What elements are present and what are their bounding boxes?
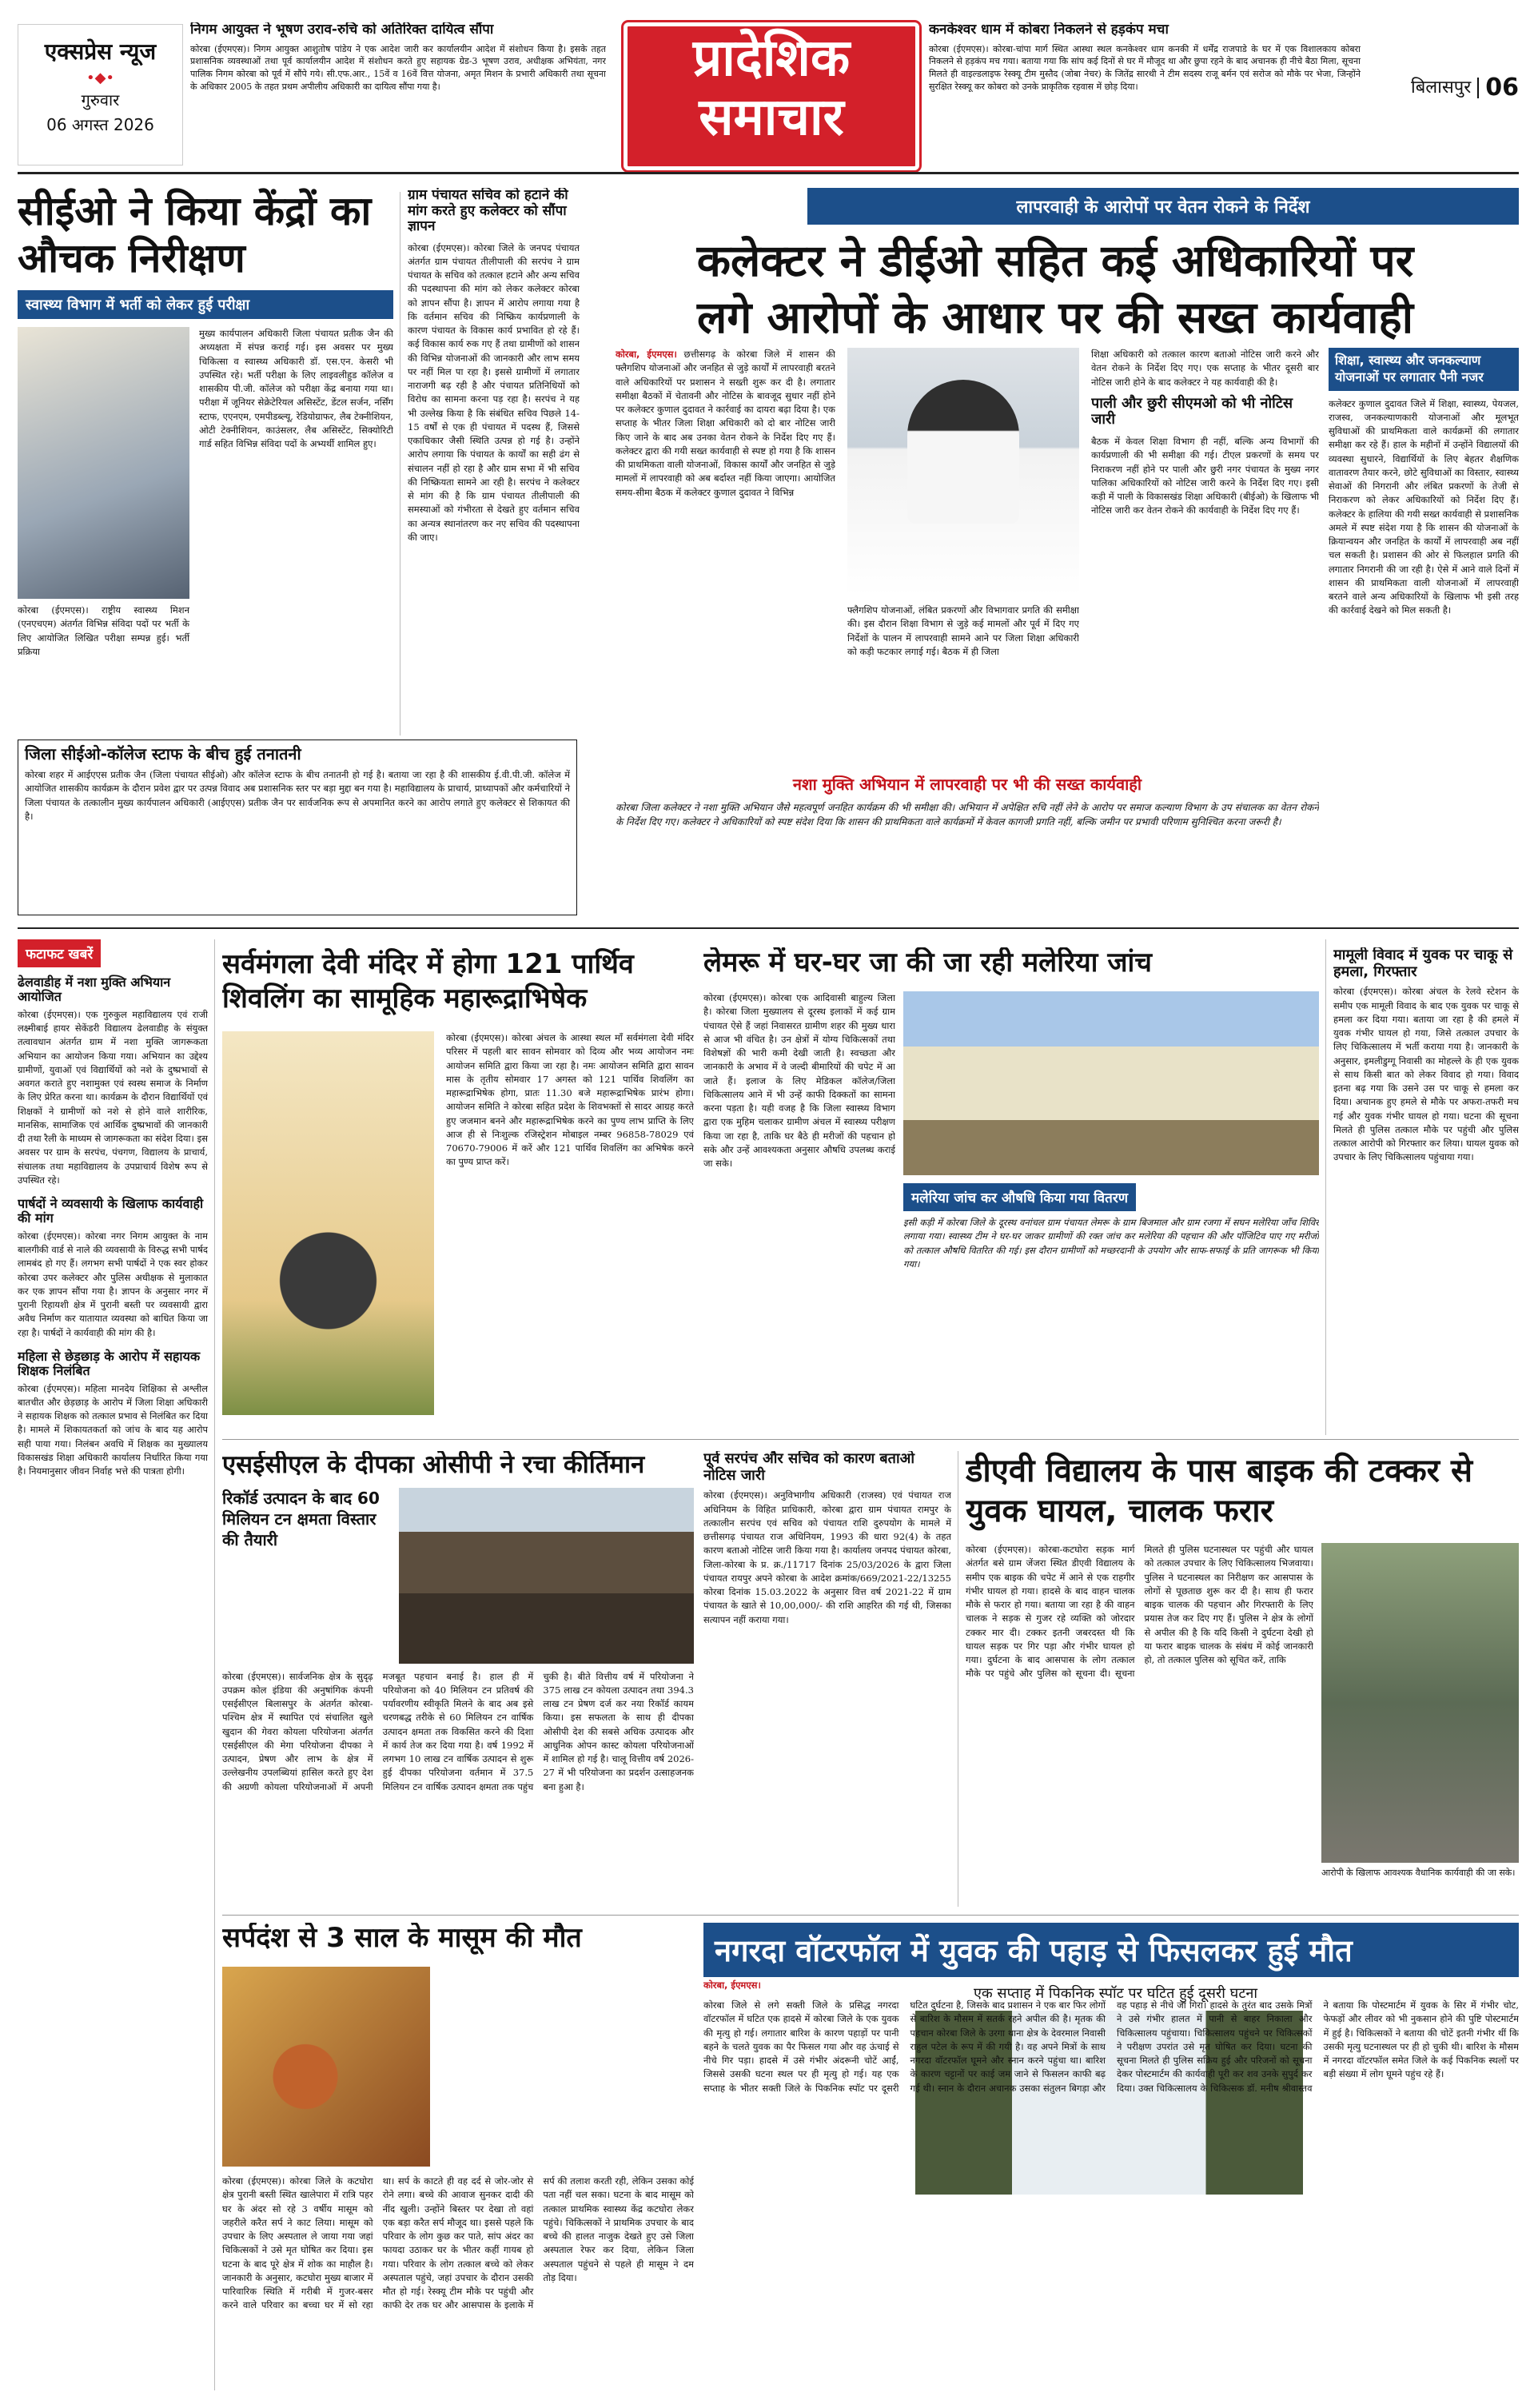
snake-story <box>222 1923 694 2390</box>
chaku-text: कोरबा (ईएमएस)। कोरबा अंचल के रेलवे स्टेशन के समीप एक मामूली विवाद के बाद एक युवक पर चाकू से हमला कर दिया गया। बताया जा रहा है की हमले में युवक गंभीर घायल हो गया, जिसे तत्काल उपचार के लिए चिकित्सालय में भर्ती कराया गया है। जानकारी के अनुसार, इमलीडुग्गू निवासी का मोहल्ले के ही एक युवक से साथ किसी बात को लेकर विवाद हो गया। विवाद इतना बढ़ गया कि उसने उस पर चाकू से हमला कर दिया। अचानक हुए हमले से मौके पर अफरा-तफरी मच गई और युवक गंभीर घायल हो गया। घटना की सूचना मिलते ही पुलिस तत्काल मौके पर पहुंची और पुलिस तत्काल आरोपी को गिरफ्तार कर लिया। घायल युवक को उपचार के लिए चिकित्सालय पहुंचाया गया। <box>1333 986 1519 1163</box>
lemru-text: कोरबा (ईएमएस)। कोरबा एक आदिवासी बाहुल्य जिला है। कोरबा जिला मुख्यालय से दूरस्थ इलाकों में कई ग्राम पंचायत ऐसे हैं जहां निवासरत ग्रामीण शहर की मुख्य धारा से आज भी वंचित है। उन क्षेत्रों में योग्य चिकित्सकों तथा विशेषज्ञों की भारी कमी देखी जाती है। स्वच्छता और जानकारी के अभाव में वे जल्दी बीमारियों की चपेट में आ जाते हैं। इलाज के लिए मेडिकल कॉलेज/जिला चिकित्सालय आने में भी उन्हें काफी दिक्कतों का सामना करना पड़ता है। यही वजह है कि जिला स्वास्थ्य विभाग द्वारा एक मुहिम चलाकर ग्रामीण अंचल में स्वास्थ्य परीक्षण किया जा रहा है, ताकि घर बैठे ही मरीजों की पहचान हो सके और उन्हें आवश्यकता अनुसार औषधि उपलब्ध कराई जा सके। <box>703 992 895 1169</box>
shivling-photo <box>222 1031 434 1415</box>
lemru-photo <box>903 991 1319 1175</box>
masthead-brand-box <box>18 24 183 165</box>
main-bottom-text: कोरबा जिला कलेक्टर ने नशा मुक्ति अभियान जैसे महत्वपूर्ण जनहित कार्यक्रम की भी समीक्षा की। अभियान में अपेक्षित रुचि नहीं लेने के आरोप पर समाज कल्याण विभाग के उप संचालक का वेतन रोकने के निर्देश दिए गए। कलेक्टर ने अधिकारियों को स्पष्ट संदेश दिया कि शासन की प्राथमिकता वाले कार्यक्रमों में केवल कागजी प्रगति नहीं, बल्कि जमीन पर प्रभावी परिणाम सुनिश्चित करना जरूरी है। <box>616 802 1319 827</box>
nagarda-dateline: कोरबा, ईएमएस। <box>703 1979 761 1991</box>
main-headline-2: लगे आरोपों के आधार पर की सख्त कार्यवाही <box>697 292 1413 344</box>
dav-body <box>966 1543 1313 1903</box>
secl-kicker: रिकॉर्ड उत्पादन के बाद 60 मिलियन टन क्षमता विस्तार की तैयारी <box>222 1488 380 1549</box>
lemru-banner: मलेरिया जांच कर औषधि किया गया वितरण <box>903 1183 1136 1211</box>
ceo-kicker: स्वास्थ्य विभाग में भर्ती को लेकर हुई परीक्षा <box>18 290 393 319</box>
notice-headline: पूर्व सरपंच और सचिव को कारण बताओ नोटिस जारी <box>703 1451 915 1484</box>
chaku-headline: मामूली विवाद में युवक पर चाकू से हमला, गिरफ्तार <box>1333 947 1513 980</box>
side-box <box>1329 348 1519 919</box>
lemru-banner-text: इसी कड़ी में कोरबा जिले के दूरस्थ वनांचल ग्राम पंचायत लेमरू के ग्राम बिजमाल और ग्राम रजगा में सघन मलेरिया जाँच शिविर लगाया गया। स्वास्थ्य टीम ने घर-घर जाकर ग्रामीणों की रक्त जांच कर मलेरिया की पहचान की और पॉजिटिव पाए गए मरीजों को तत्काल औषधि वितरित की गई। इस दौरान ग्रामीणों को मच्छरदानी के उपयोग और साफ-सफाई के प्रति जागरूक भी किया गया। <box>903 1217 1319 1270</box>
top-right-text: कोरबा (ईएमएस)। कोरबा-चांपा मार्ग स्थित आस्था स्थल कनकेश्वर धाम कनकी में धर्मेंद्र राजपाडे के घर में एक विशालकाय कोबरा निकलने से हड़कंप मच गया। बताया गया कि सांप कई दिनों से घर में मौजूद था और छुपा रहने के बाद अचानक ही नीचे बैठा मिला, सूचना मिलते ही वाइल्डलाइफ रेस्क्यू टीम मुस्तैद (जोबा नेचर) के जितेंद्र सारथी ने टीम सदस्य राजू बर्मन एवं सरोज को मौके पर भेजा, जिन्होंने सुरक्षित रेस्क्यू कर कोबरा को उनके प्राकृतिक रहवास में छोड़ दिया। <box>929 43 1361 93</box>
top-left-text: कोरबा (ईएमएस)। निगम आयुक्त आशुतोष पांडेय ने एक आदेश जारी कर कार्यालयीन आदेश में संशोधन किया है। इसके तहत प्रशासनिक व्यवस्थाओं तथा पूर्व कार्यालयीन आदेश में संशोधन करते हुए सहायक ग्रेड-3 भूषण उराव, अधीक्षक अभियंता, नगर पालिक निगम कोरबा को पूर्व में सौंपे गये। सी.एफ.आर., 15वें व 16वें वित्त योजना, अमृत मिशन के प्रभारी अधिकारी तथा सूचना के अधिकार 2005 के तहत प्रथम अपीलीय अधिकारी का दायित्व सौंपा गया है। <box>190 43 606 93</box>
nagarda-headline: नगरदा वॉटरफॉल में युवक की पहाड़ से फिसलकर हुई मौत <box>703 1923 1519 1977</box>
sachiv-headline: ग्राम पंचायत सचिव को हटाने की मांग करते हुए कलेक्टर को सौंपा ज्ञापन <box>408 188 568 235</box>
city-page-box <box>1371 72 1519 104</box>
main-col-2 <box>847 604 1079 763</box>
main-col-3 <box>1091 348 1319 763</box>
section-name-line1: प्रादेशिक <box>692 29 851 88</box>
side-text: कलेक्टर कुणाल दुदावत जिले में शिक्षा, स्वास्थ्य, पेयजल, राजस्व, जनकल्याणकारी योजनाओं और मूलभूत सुविधाओं की प्राथमिकता वाले कार्यक्रमों की लगातार समीक्षा कर रहे हैं। हाल के महीनों में उन्होंने विद्यालयों की व्यवस्था सुधारने, विद्यार्थियों के लिए बेहतर शैक्षणिक वातावरण तैयार करने, छोटे सुविधाओं का विस्तार, स्वास्थ्य सेवाओं की निगरानी और लंबित प्रकरणों के तेजी से निराकरण को लेकर अधिकारियों को निर्देश दिए हैं। कलेक्टर के हालिया की गयी सख्त कार्यवाही से प्रशासनिक अमले में स्पष्ट संदेश गया है कि शासन की योजनाओं के क्रियान्वयन और जनहित के कार्यों में लापरवाही अब नहीं चल सकती है। प्रशासन की ओर से फिलहाल प्रगति की लगातार निगरानी की जा रही है। ऐसे में आने वाले दिनों में शासन की प्राथमिकता वाली योजनाओं में लापरवाही बरतने वाले अन्य अधिकारियों के खिलाफ भी इसी तरह की कार्रवाई देखने को मिल सकती है। <box>1329 397 1519 616</box>
ceo-caption: कोरबा (ईएमएस)। राष्ट्रीय स्वास्थ्य मिशन (एनएचएम) अंतर्गत विभिन्न संविदा पदों पर भर्ती के लिए आयोजित लिखित परीक्षा सम्पन्न हुई। भर्ती प्रक्रिया <box>18 604 189 657</box>
fatafat-title-1: ढेलवाडीह में नशा मुक्ति अभियान आयोजित <box>18 975 171 1005</box>
top-right-brief <box>929 22 1361 158</box>
main-bottom-kicker: नशा मुक्ति अभियान में लापरवाही पर भी की सख्त कार्यवाही <box>792 775 1142 794</box>
chaku-story <box>1333 947 1519 1427</box>
fatafat-title-3: महिला से छेड़छाड़ के आरोप में सहायक शिक्षक निलंबित <box>18 1348 201 1379</box>
masthead-date: 06 अगस्त 2026 <box>46 115 154 135</box>
secl-photo <box>399 1488 694 1664</box>
main-col3-text: शिक्षा अधिकारी को तत्काल कारण बताओ नोटिस जारी करने और वेतन रोकने के निर्देश दिए गए। एक सप्ताह के भीतर दूसरी बार नोटिस जारी होने के बाद कलेक्टर ने यह कार्यवाही की है। <box>1091 349 1319 388</box>
nagarda-kicker: एक सप्ताह में पिकनिक स्पॉट पर घटित हुई दूसरी घटना <box>973 1985 1258 2002</box>
top-right-title: कनकेश्वर धाम में कोबरा निकलने से हड़कंप मचा <box>929 22 1169 38</box>
dav-story <box>966 1451 1519 1907</box>
notice-story <box>703 1451 951 1907</box>
dav-text: कोरबा (ईएमएस)। कोरबा-कटघोरा सड़क मार्ग अंतर्गत बसे ग्राम जेंजरा स्थित डीएवी विद्यालय के समीप एक बाइक की चपेट में आने से एक राहगीर गंभीर घायल हो गया। हादसे के बाद वाहन चालक मौके से फरार हो गया। बताया जा रहा है की वाहन चालक ने सड़क से गुजर रहे व्यक्ति को जोरदार टक्कर मार दी। टक्कर इतनी जबरदस्त थी कि घायल सड़क पर गिर पड़ा और गंभीर घायल हो गया। दुर्घटना के बाद आसपास के लोग तत्काल मौके पर पहुंचे और पुलिस को सूचना दी। सूचना मिलते ही पुलिस घटनास्थल पर पहुंची और घायल को तत्काल उपचार के लिए चिकित्सालय भिजवाया। पुलिस ने घटनास्थल का निरीक्षण कर आसपास के लोगों से पूछताछ शुरू कर दी है। साथ ही फरार बाइक चालक की पहचान और गिरफ्तारी के लिए प्रयास तेज कर दिए गए हैं। पुलिस ने क्षेत्र के लोगों से अपील की है कि यदि किसी ने दुर्घटना देखी हो या फरार बाइक चालक के संबंध में कोई जानकारी हो, तो तत्काल पुलिस को सूचित करें, ताकि <box>966 1544 1313 1680</box>
snake-text: कोरबा (ईएमएस)। कोरबा जिले के कटघोरा क्षेत्र पुरानी बस्ती स्थित खालेपारा में रात्रि पहर घर के अंदर सो रहे 3 वर्षीय मासूम को जहरीले करैत सर्प ने काट लिया। मासूम को उपचार के लिए अस्पताल ले जाया गया जहां चिकित्सकों ने उसे मृत घोषित कर दिया। इस घटना के बाद पूरे क्षेत्र में शोक का माहौल है। जानकारी के अनुसार, कटघोरा मुख्य बाजार में पारिवारिक स्थिति में गरीबी में गुजर-बसर करने वाले परिवार का बच्चा घर में सो रहा था। सर्प के काटते ही वह दर्द से जोर-जोर से रोने लगा। बच्चे की आवाज सुनकर दादी की नींद खुली। उन्होंने बिस्तर पर देखा तो वहां एक बड़ा करैत सर्प मौजूद था। इससे पहले कि परिवार के लोग कुछ कर पाते, सांप अंदर का फायदा उठाकर घर के भीतर कहीं गायब हो गया। परिवार के लोग तत्काल बच्चे को लेकर अस्पताल पहुंचे, जहां उपचार के दौरान उसकी मौत हो गई। रेस्क्यू टीम मौके पर पहुंची और काफी देर तक घर और आसपास के इलाके में सर्प की तलाश करती रही, लेकिन उसका कोई पता नहीं चल सका। घटना के बाद मासूम को तत्काल प्राथमिक स्वास्थ्य केंद्र कटघोरा लेकर पहुंचे। चिकित्सकों ने प्राथमिक उपचार के बाद बच्चे की हालत नाजुक देखते हुए उसे जिला अस्पताल रेफर कर दिया, लेकिन जिला अस्पताल पहुंचने से पहले ही मासूम ने दम तोड़ दिया। <box>222 2175 694 2311</box>
fatafat-item-1 <box>18 975 208 1187</box>
masthead-rule <box>18 172 1519 174</box>
lemru-headline: लेमरू में घर-घर जा की जा रही मलेरिया जांच <box>703 947 1152 979</box>
brand-name: एक्सप्रेस न्यूज <box>44 38 157 65</box>
sarvamangla-headline: सर्वमंगला देवी मंदिर में होगा 121 पार्थिव शिवलिंग का सामूहिक महारूद्राभिषेक <box>222 948 634 1015</box>
page-number: 06 <box>1485 73 1519 102</box>
sarvamangla-story <box>222 947 694 1427</box>
fatafat-text-2: कोरबा (ईएमएस)। कोरबा नगर निगम आयुक्त के नाम बालगीकी वार्ड से नाले की व्यवसायी के विरुद्ध सभी पार्षद लामबंद हो गए हैं। लगभग सभी पार्षदों ने एक स्वर होकर कोरबा उपर कलेक्टर और पुलिस अधीक्षक से मुलाकात कर एक ज्ञापन सौंपा गया है। ज्ञापन के अनुसार नगर में पुरानी रिहायशी क्षेत्र में पुरानी बस्ती पर व्यवसायी द्वारा अवैध निर्माण कर यातायात व्यवस्था को बाधित किया जा रहा है। पार्षदों ने कार्यवाही की मांग की है। <box>18 1230 208 1338</box>
ceo-story <box>18 188 393 732</box>
mid-rule <box>18 927 1519 929</box>
snake-photo <box>222 1967 430 2167</box>
sarvamangla-text: कोरबा (ईएमएस)। कोरबा अंचल के आस्था स्थल माँ सर्वमंगला देवी मंदिर परिसर में पहली बार सावन सोमवार को दिव्य और भव्य आयोजन नमः आयोजन समिति द्वारा किया जा रहा है। नमः आयोजन समिति द्वारा सावन मास के तृतीय सोमवार 17 अगस्त को 121 पार्थिव शिवलिंग का महारूद्राभिषेक होगा, प्रातः 11.30 बजे महारूद्राभिषेक प्रारंभ होगा। आयोजन समिति ने कोरबा सहित प्रदेश के शिवभक्तों से सादर आग्रह करते हुए जजमान बनने और महारूद्राभिषेक करने का पुण्य लाभ प्राप्ति के लिए आज ही से निःशुल्क रजिस्ट्रेशन मोबाइल नम्बर 96858-78029 एवं 70670-79006 में करें और 121 पार्थिव शिवलिंग का अभिषेक करने का पुण्य प्राप्त करें। <box>446 1032 694 1168</box>
main-bottom-box <box>616 775 1319 895</box>
zila-story <box>18 740 577 915</box>
fatafat-column <box>18 939 208 2390</box>
dav-photo-box <box>1321 1543 1519 1903</box>
dav-headline: डीएवी विद्यालय के पास बाइक की टक्कर से युवक घायल, चालक फरार <box>966 1453 1472 1529</box>
ceo-body: मुख्य कार्यपालन अधिकारी जिला पंचायत प्रतीक जैन की अध्यक्षता में संपन्न कराई गई। इस अवसर पर मुख्य चिकित्सा व स्वास्थ्य अधिकारी डॉ. एस.एन. केसरी भी उपस्थित रहे। भर्ती परीक्षा के लिए लाइवलीहुड कॉलेज व शासकीय पी.जी. कॉलेज को परीक्षा केंद्र बनाया गया था। परीक्षा में जूनियर सेक्रेटेरियल असिस्टेंट, डेंटल सर्जन, नर्सिंग स्टाफ, एएनएम, एमपीडब्ल्यू, रेडियोग्राफर, लैब टेक्नीशियन, ओटी टेक्नीशियन, काउंसलर, लैब असिस्टेंट, सिक्योरिटी गार्ड सहित विभिन्न संविदा पदों के अभ्यर्थी शामिल हुए। <box>199 328 393 449</box>
main-dateline: कोरबा, ईएमएस। <box>616 349 677 360</box>
main-col2-text: फ्लैगशिप योजनाओं, लंबित प्रकरणों और विभागवार प्रगति की समीक्षा की। इस दौरान शिक्षा विभाग से जुड़े कई मामलों और पूर्व में दिए गए निर्देशों के पालन में लापरवाही सामने आने पर जिला शिक्षा अधिकारी को कड़ी फटकार लगाई गई। बैठक में ही जिला <box>847 604 1079 657</box>
ceo-headline: सीईओ ने किया केंद्रों का औचक निरीक्षण <box>18 188 372 281</box>
main-story <box>592 188 1519 919</box>
main-headline-1: कलेक्टर ने डीईओ सहित कई अधिकारियों पर <box>696 235 1414 286</box>
nagarda-story <box>703 1923 1519 2390</box>
section-logo <box>624 22 919 170</box>
notice-text: कोरबा (ईएमएस)। अनुविभागीय अधिकारी (राजस्व) एवं पंचायत राज अधिनियम के विहित प्राधिकारी, कोरबा द्वारा ग्राम पंचायत रामपुर के तत्कालीन सरपंच एवं सचिव को पंचायत राशि दुरुपयोग के मामले में छत्तीसगढ़ पंचायत राज अधिनियम, 1993 की धारा 92(4) के तहत कारण बताओ नोटिस जारी किया गया है। कार्यालय जनपद पंचायत कोरबा, जिला-कोरबा के प्र. क्र./11717 दिनांक 25/03/2026 के द्वारा जिला पंचायत रायपुर अपने कोरबा के आदेश क्रमांक/669/2021-22/13255 कोरबा दिनांक 15.03.2022 के अनुसार वित्त वर्ष 2021-22 में ग्राम पंचायत के खाते से 10,00,000/- की राशि आहरित की गई थी, जिसका सत्यापन नहीं कराया गया। <box>703 1489 951 1625</box>
lemru-story <box>703 947 1319 1427</box>
fatafat-label: फटाफट खबरें <box>18 939 101 967</box>
main-col3b-text: बैठक में केवल शिक्षा विभाग ही नहीं, बल्कि अन्य विभागों की कार्यप्रणाली की भी समीक्षा की गई। टीएल प्रकरणों के समय पर निराकरण नहीं होने पर पाली और छुरी नगर पंचायत के मुख्य नगर पालिका अधिकारियों को नोटिस जारी करने के निर्देश दिए गए। इसी कड़ी में पाली के विकासखंड शिक्षा अधिकारी (बीईओ) के खिलाफ भी नोटिस जारी कर वेतन रोकने की कार्यवाही के निर्देश दिए गए हैं। <box>1091 436 1319 516</box>
dav-caption: आरोपी के खिलाफ आवश्यक वैधानिक कार्यवाही की जा सके। <box>1321 1868 1516 1878</box>
main-kicker: लापरवाही के आरोपों पर वेतन रोकने के निर्देश <box>807 188 1519 225</box>
city-name: बिलासपुर <box>1411 78 1479 98</box>
zila-headline: जिला सीईओ-कॉलेज स्टाफ के बीच हुई तनातनी <box>25 744 301 763</box>
ceo-photo <box>18 327 189 599</box>
zila-body: कोरबा शहर में आईएएस प्रतीक जैन (जिला पंचायत सीईओ) और कॉलेज स्टाफ के बीच तनातनी हो गई है। बताया जा रहा है की शासकीय ई.वी.पी.जी. कॉलेज में आयोजित शासकीय कार्यक्रम के दौरान प्रवेश द्वार पर उत्पन्न विवाद अब प्रशासनिक स्तर पर बड़ा मुद्दा बन गया है। महाविद्यालय के प्राचार्य, प्राध्यापकों और कर्मचारियों ने जिला पंचायत के तत्कालीन मुख्य कार्यपालन अधिकारी (आईएएस) प्रतीक जैन पर सार्वजनिक रूप से अपमानित करने का आरोप लगाते हुए कलेक्टर से शिकायत की है। <box>25 769 570 822</box>
fatafat-item-3 <box>18 1350 208 1479</box>
lemru-banner-box <box>903 1183 1319 1423</box>
main-col-1 <box>616 348 835 763</box>
fatafat-text-1: कोरबा (ईएमएस)। एक गुरुकुल महाविद्यालय एवं राजी लक्ष्मीबाई हायर सेकेंडरी विद्यालय ढेलवाडीह के संयुक्त तत्वावधान अंतर्गत ग्राम में नशा मुक्ति जागरूकता अभियान का आयोजन किया गया। अभियान का उद्देश्य ग्रामीणों, युवाओं एवं विद्यार्थियों को नशे के दुष्प्रभावों से अवगत कराते हुए नशामुक्त एवं स्वस्थ समाज के निर्माण के लिए प्रेरित करना था। कार्यक्रम के दौरान विद्यार्थियों एवं शिक्षकों ने ग्रामीणों को नशे से होने वाले शारीरिक, मानसिक, सामाजिक एवं आर्थिक दुष्प्रभावों की जानकारी दी तथा रैली के माध्यम से जागरूकता का संदेश दिया। इस अवसर पर ग्राम के सरपंच, पंचगण, विद्यालय के प्राचार्य, संचालक तथा महाविद्यालय के उपप्राचार्य विशेष रूप से उपस्थित रहे। <box>18 1008 208 1186</box>
row-rule-2 <box>222 1439 1519 1440</box>
nagarda-text: कोरबा जिले से लगे सक्ती जिले के प्रसिद्ध नगरदा वॉटरफॉल में घटित एक हादसे में कोरबा जिले के एक युवक की मृत्यु हो गई। लगातार बारिश के कारण पहाड़ों पर पानी बहने के चलते युवक का पैर फिसल गया और वह ऊंचाई से नीचे गिर पड़ा। हादसे में उसे गंभीर अंदरूनी चोटें आईं, जिससे उसकी घटना स्थल पर ही मृत्यु हो गई। यह एक सप्ताह के भीतर सक्ती जिले के पिकनिक स्पॉट पर दूसरी घटित दुर्घटना है, जिसके बाद प्रशासन ने एक बार फिर लोगों से बारिश के मौसम में सतर्क रहने अपील की है। मृतक की पहचान कोरबा जिले के उरगा थाना क्षेत्र के देवरमाल निवासी राहुल पटेल के रूप में की गयी है। वह अपने मित्रों के साथ नगरदा वॉटरफॉल घूमने और स्नान करने पहुंचा था। बारिश के कारण चट्टानों पर काई जम जाने से फिसलन काफी बढ़ गई थी। स्नान के दौरान अचानक उसका संतुलन बिगड़ा और वह पहाड़ से नीचे जा गिरा। हादसे के तुरंत बाद उसके मित्रों ने उसे गंभीर हालत में पानी से बाहर निकाला और चिकित्सालय पहुंचाया। चिकित्सालय पहुंचने पर चिकित्सकों ने परीक्षण उपरांत उसे मृत घोषित कर दिया। घटना की सूचना मिलते ही पुलिस सक्रिय हुई और परिजनों को सूचना देकर पोस्टमार्टम की कार्यवाही पूरी कर शव उनके सुपुर्द कर दिया। उक्त चिकित्सालय के चिकित्सक डॉ. मनीष श्रीवास्तव ने बताया कि पोस्टमार्टम में युवक के सिर में गंभीर चोट, फेफड़ों और लीवर को भी नुकसान होने की पुष्टि पोस्टमार्टम में हुई है। चिकित्सकों ने बताया की चोटें इतनी गंभीर थीं कि उसकी मृत्यु घटनास्थल पर ही हो चुकी थी। बारिश के मौसम में नगरदा वॉटरफॉल समेत जिले के कई पिकनिक स्थलों पर बड़ी संख्या में लोग घूमने पहुंच रहे हैं। <box>703 1999 1519 2094</box>
top-left-title: निगम आयुक्त ने भूषण उराव-रुचि को अतिरिक्त दायित्व सौंपा <box>190 22 494 38</box>
masthead-day: गुरुवार <box>81 90 120 110</box>
sachiv-body: कोरबा (ईएमएस)। कोरबा जिले के जनपद पंचायत अंतर्गत ग्राम पंचायत तीलीपाली की सरपंच ने ग्राम पंचायत के सचिव को तत्काल हटाने और अन्य सचिव की पदस्थापना की मांग को लेकर कलेक्टर कोरबा को ज्ञापन सौंपा है। ज्ञापन में आरोप लगाया गया है कि वर्तमान सचिव की निष्क्रिय कार्यप्रणाली के कारण पंचायत के विकास कार्य प्रभावित हो रहे हैं। कई विकास कार्य रुक गए हैं तथा ग्रामीणों को शासन की विभिन्न योजनाओं की जानकारी और लाभ समय पर नहीं मिल पा रहा है। इससे ग्रामीणों में लगातार नाराजगी बढ़ रही है और पंचायत प्रतिनिधियों को विरोध का सामना करना पड़ रहा है। सरपंच ने यह भी उल्लेख किया है कि संबंधित सचिव पिछले 14-15 वर्षों से एक ही पंचायत में पदस्थ हैं, जिससे एकाधिकार जैसी स्थिति उत्पन्न हो गई है। उन्होंने आरोप लगाया कि पंचायत के कार्यों का सही ढंग से संचालन नहीं हो रहा है और ग्राम सभा में भी सचिव की निष्क्रियता सामने आ रही है। सरपंच ने कलेक्टर से मांग की है कि ग्राम पंचायत तीलीपाली की समस्याओं को गंभीरता से देखते हुए वर्तमान सचिव का अन्यत्र स्थानांतरण कर नए सचिव की पदस्थापना की जाए। <box>408 241 580 543</box>
fatafat-text-3: कोरबा (ईएमएस)। महिला मानदेय शिक्षिका से अश्लील बातचीत और छेड़छाड़ के आरोप में जिला शिक्षा अधिकारी ने सहायक शिक्षक को तत्काल प्रभाव से निलंबित कर दिया है। मामले में शिकायतकर्ता को जांच के बाद यह आरोप सही पाया गया। निलंबन अवधि में शिक्षक का मुख्यालय विकासखंड शिक्षा अधिकारी कार्यालय निर्धारित किया गया है। नियमानुसार जीवन निर्वाह भत्ते की पात्रता होगी। <box>18 1382 208 1477</box>
col-divider-3 <box>1325 939 1326 1435</box>
side-title: शिक्षा, स्वास्थ्य और जनकल्याण योजनाओं पर लगातार पैनी नजर <box>1329 348 1519 391</box>
main-col1-text: छत्तीसगढ़ के कोरबा जिले में शासन की फ्लैगशिप योजनाओं और जनहित से जुड़े कार्यों में लापरवाही बरतने वाले अधिकारियों पर प्रशासन ने सख्ती शुरू कर दी है। लगातार समीक्षा बैठकों में चेतावनी और नोटिस के बावजूद सुधार नहीं होने पर कलेक्टर कुणाल दुदावत ने कार्रवाई का दायरा बढ़ा दिया है। एक सप्ताह के भीतर जिला शिक्षा अधिकारी को दो बार नोटिस जारी किए जाने के बाद अब उनका वेतन रोकने के निर्देश दिए गए हैं। कलेक्टर द्वारा की गयी सख्त कार्यवाही से स्पष्ट हो गया है कि शासन की प्राथमिकता वाली योजनाओं, विकास कार्यों और जनहित से जुड़े मामलों में लापरवाही को अब बर्दाश्त नहीं किया जाएगा। आयोजित समय-सीमा बैठक में कलेक्टर कुणाल दुदावत ने विभिन्न <box>616 349 835 498</box>
fatafat-item-2 <box>18 1197 208 1340</box>
lemru-body <box>703 991 895 1423</box>
row-rule-3 <box>222 1915 1519 1916</box>
secl-text: कोरबा (ईएमएस)। सार्वजनिक क्षेत्र के सुदृढ़ उपक्रम कोल इंडिया की अनुषांगिक कंपनी एसईसीएल बिलासपुर के अंतर्गत कोरबा-पश्चिम क्षेत्र में स्थापित एवं संचालित खुले खुदान की गेवरा कोयला परियोजना अंतर्गत एसईसीएल की मेगा परियोजना दीपका ने उत्पादन, प्रेषण और लाभ के क्षेत्र में उल्लेखनीय उपलब्धियां हासिल करते हुए देश की अग्रणी कोयला परियोजनाओं में अपनी मजबूत पहचान बनाई है। हाल ही में परियोजना को 40 मिलियन टन प्रतिवर्ष की पर्यावरणीय स्वीकृति मिलने के बाद अब इसे चरणबद्ध तरीके से 60 मिलियन टन वार्षिक उत्पादन क्षमता तक विकसित करने की दिशा में कार्य तेज कर दिया गया है। वर्ष 1992 में लगभग 10 लाख टन वार्षिक उत्पादन से शुरू हुई दीपका परियोजना वर्तमान में 37.5 मिलियन टन वार्षिक उत्पादन क्षमता तक पहुंच चुकी है। बीते वित्तीय वर्ष में परियोजना ने 375 लाख टन कोयला उत्पादन तथा 394.3 लाख टन प्रेषण दर्ज कर नया रिकॉर्ड कायम किया। इस सफलता के साथ ही दीपका ओसीपी देश की सबसे अधिक उत्पादक और आधुनिक ओपन कास्ट कोयला परियोजनाओं में शामिल हो गई है। चालू वित्तीय वर्ष 2026-27 में भी परियोजना का प्रदर्शन उत्साहजनक बना हुआ है। <box>222 1670 694 1792</box>
brand-ornament-icon: •◆• <box>86 70 115 87</box>
col-divider-2 <box>214 939 215 2390</box>
top-left-brief <box>190 22 606 158</box>
section-name-line2: समाचार <box>699 87 844 147</box>
main-photo <box>847 348 1079 596</box>
secl-headline: एसईसीएल के दीपका ओसीपी ने रचा कीर्तिमान <box>222 1451 645 1479</box>
snake-headline: सर्पदंश से 3 साल के मासूम की मौत <box>222 1923 582 1954</box>
secl-story <box>222 1451 694 1907</box>
collector-figure <box>907 380 1019 524</box>
sarvamangla-body <box>446 1031 694 1415</box>
fatafat-title-2: पार्षदों ने व्यवसायी के खिलाफ कार्यवाही की मांग <box>18 1196 204 1226</box>
dav-photo <box>1321 1543 1519 1863</box>
main-subhead: पाली और छुरी सीएमओ को भी नोटिस जारी <box>1091 394 1293 429</box>
